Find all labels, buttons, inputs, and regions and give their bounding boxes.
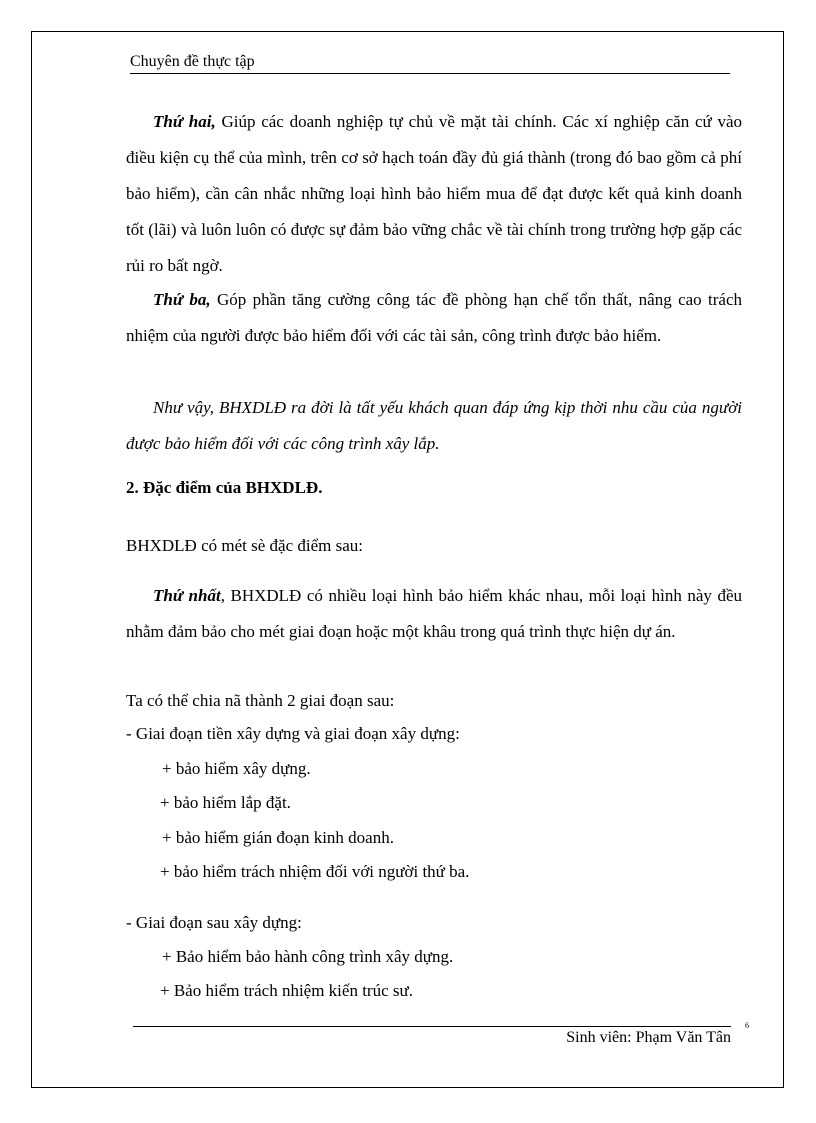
stage1-item: + bảo hiểm trách nhiệm đối với người thứ ba. [160, 862, 470, 881]
stage1-title: - Giai đoạn tiền xây dựng và giai đoạn xây dựng: [126, 724, 460, 743]
paragraph-thu-nhat [126, 578, 742, 650]
paragraph-conclusion [126, 390, 742, 462]
paragraph-text: , BHXDLĐ có nhiều loại hình bảo hiểm khác nhau, mỗi loại hình này đều nhằm đảm bảo cho mét giai đoạn hoặc một khâu trong quá trình thực hiện dự án. [126, 586, 742, 641]
stage2-title: - Giai đoạn sau xây dựng: [126, 913, 302, 932]
page-number: 6 [745, 1021, 749, 1030]
divide-line: Ta có thể chia nã thành 2 giai đoạn sau: [126, 691, 395, 710]
intro-line: BHXDLĐ có mét sè đặc điểm sau: [126, 536, 363, 555]
paragraph-lead: Thứ hai, [153, 112, 216, 131]
page-header [130, 51, 730, 74]
footer-author: Sinh viên: Phạm Văn Tân [566, 1029, 731, 1046]
paragraph-lead: Thứ ba, [153, 290, 211, 309]
header-title: Chuyên đề thực tập [130, 53, 255, 70]
paragraph-text: Góp phần tăng cường công tác đề phòng hạn chế tổn thất, nâng cao trách nhiệm của người được bảo hiểm đối với các tài sản, công trình được bảo hiểm. [126, 290, 742, 345]
stage1-item: + bảo hiểm gián đoạn kinh doanh. [162, 828, 394, 847]
paragraph-text: Giúp các doanh nghiệp tự chủ về mặt tài chính. Các xí nghiệp căn cứ vào điều kiện cụ thể của mình, trên cơ sở hạch toán đầy đủ giá thành (trong đó bao gồm cả phí bảo hiểm), cần cân nhắc những loại hình bảo hiểm mua để đạt được kết quả kinh doanh tốt (lãi) và luôn luôn có được sự đảm bảo vững chắc về tài chính trong trường hợp gặp các rủi ro bất ngờ. [126, 112, 742, 275]
paragraph-thu-hai [126, 104, 742, 284]
stage1-item: + bảo hiểm lắp đặt. [160, 793, 291, 812]
stage2-item: + Bảo hiểm bảo hành công trình xây dựng. [162, 947, 454, 966]
paragraph-lead: Thứ nhất [153, 586, 221, 605]
section-heading: 2. Đặc điểm của BHXDLĐ. [126, 478, 323, 497]
stage2-item: + Bảo hiểm trách nhiệm kiến trúc sư. [160, 981, 413, 1000]
paragraph-text: Như vậy, BHXDLĐ ra đời là tất yếu khách quan đáp ứng kịp thời nhu cầu của người được bảo hiểm đối với các công trình xây lắp. [126, 398, 742, 453]
paragraph-thu-ba [126, 282, 742, 354]
stage1-item: + bảo hiểm xây dựng. [162, 759, 311, 778]
